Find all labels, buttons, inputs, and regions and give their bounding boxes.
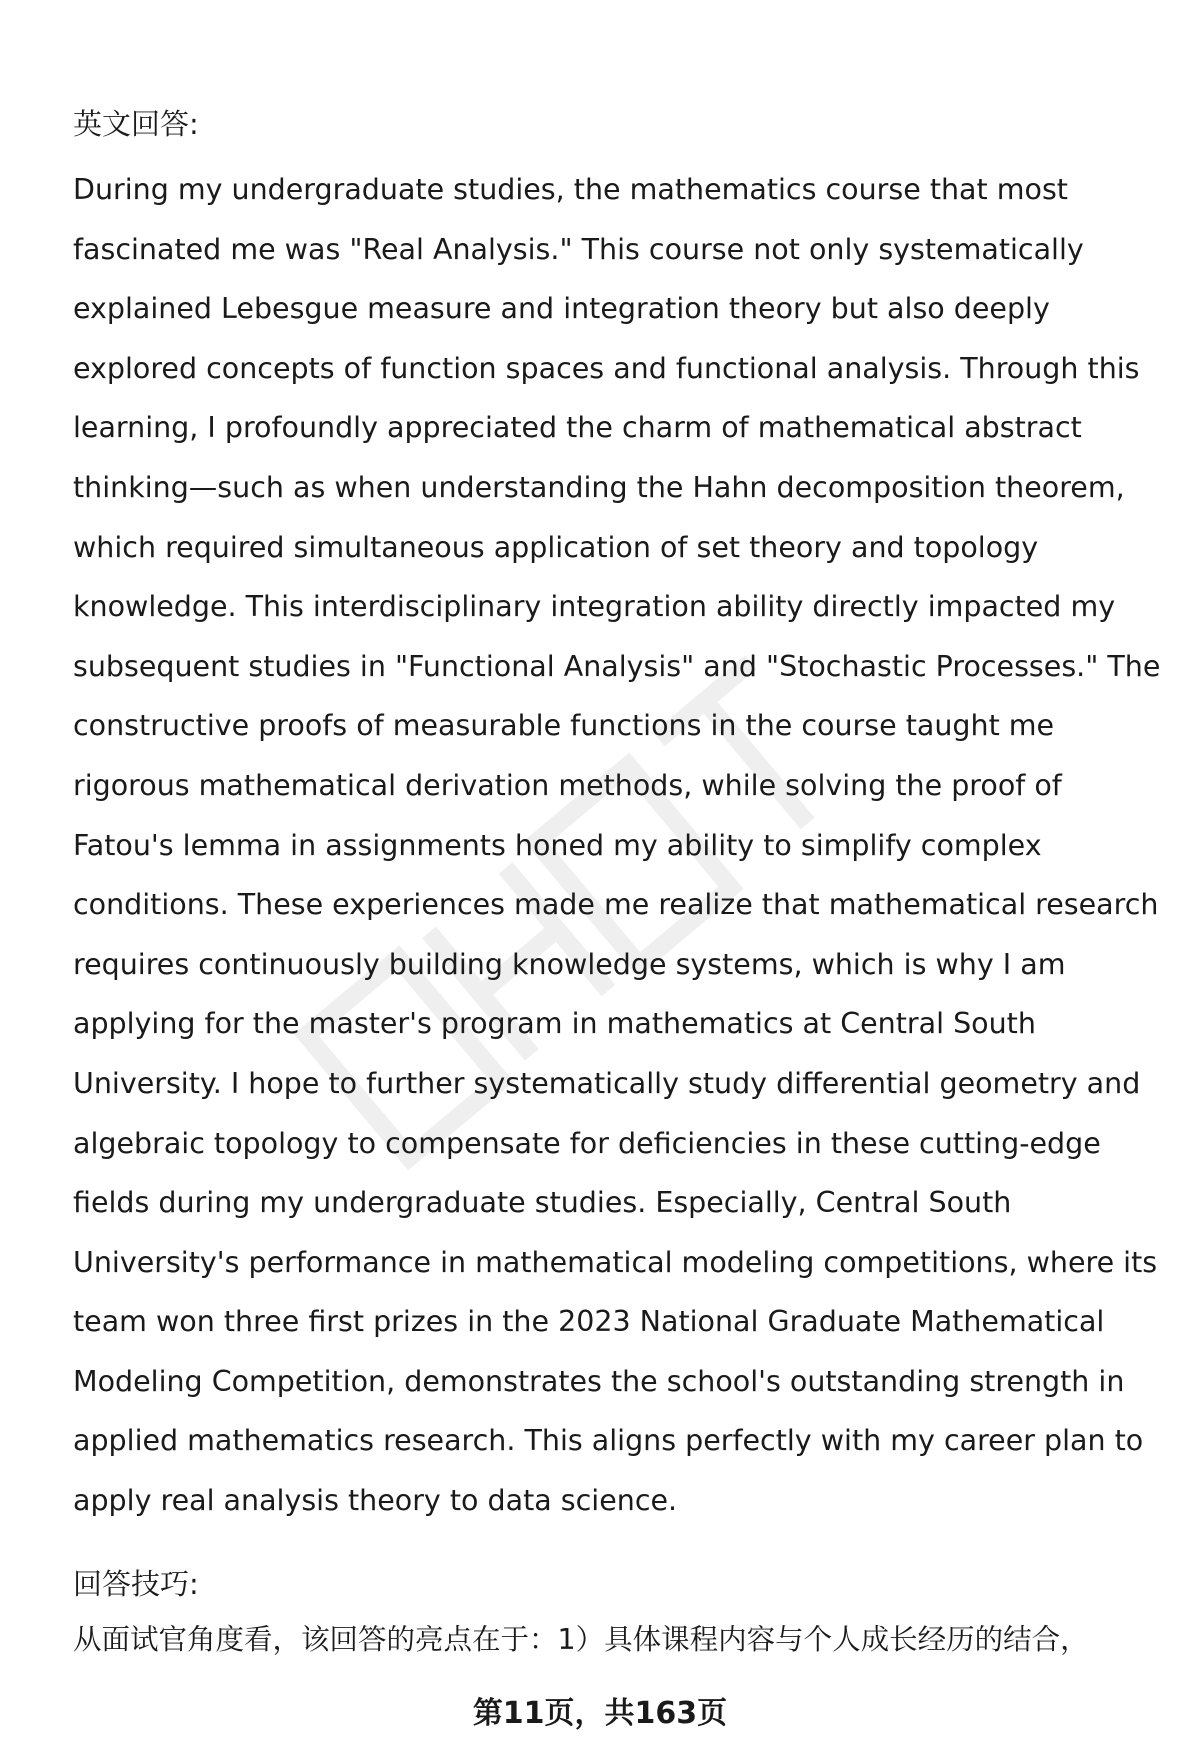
answer-line: applied mathematics research. This aligns perfectly with my career plan to [73,1424,1144,1458]
answer-line: team won three first prizes in the 2023 National Graduate Mathematical [73,1305,1105,1339]
answer-body [73,160,1161,1531]
page-number: 第11页，共163页 [472,1696,728,1731]
answer-line: algebraic topology to compensate for deficiencies in these cutting-edge [73,1126,1101,1160]
answer-line: requires continuously building knowledge systems, which is why I am [73,947,1066,981]
answer-section [73,100,1161,1531]
answer-line: explored concepts of function spaces and functional analysis. Through this [73,351,1140,385]
answer-line: fields during my undergraduate studies. Especially, Central South [73,1186,1012,1220]
answer-line: University's performance in mathematical modeling competitions, where its [73,1245,1158,1279]
answer-line: thinking—such as when understanding the Hahn decomposition theorem, [73,470,1125,504]
answer-line: Fatou's lemma in assignments honed my ability to simplify complex [73,828,1042,862]
answer-line: University. I hope to further systematically study differential geometry and [73,1066,1141,1100]
answer-line: applying for the master's program in mathematics at Central South [73,1007,1036,1041]
tips-text: 从面试官角度看，该回答的亮点在于：1）具体课程内容与个人成长经历的结合， [73,1623,1089,1656]
answer-line: which required simultaneous application of set theory and topology [73,530,1039,564]
answer-line: rigorous mathematical derivation methods, while solving the proof of [73,768,1062,802]
answer-line: Modeling Competition, demonstrates the school's outstanding strength in [73,1364,1125,1398]
answer-line: knowledge. This interdisciplinary integration ability directly impacted my [73,590,1116,624]
answer-line: apply real analysis theory to data science. [73,1484,678,1518]
answer-line: fascinated me was "Real Analysis." This course not only systematically [73,232,1084,266]
answer-line: learning, I profoundly appreciated the charm of mathematical abstract [73,411,1082,445]
answer-line: During my undergraduate studies, the mathematics course that most [73,173,1068,206]
answer-line: constructive proofs of measurable functions in the course taught me [73,709,1055,743]
tips-heading: 回答技巧: [73,1567,199,1601]
answer-line: explained Lebesgue measure and integration theory but also deeply [73,292,1050,326]
answer-heading: 英文回答: [73,107,199,141]
answer-line: subsequent studies in "Functional Analysis" and "Stochastic Processes." The [73,649,1161,683]
answer-line: conditions. These experiences made me realize that mathematical research [73,888,1159,922]
